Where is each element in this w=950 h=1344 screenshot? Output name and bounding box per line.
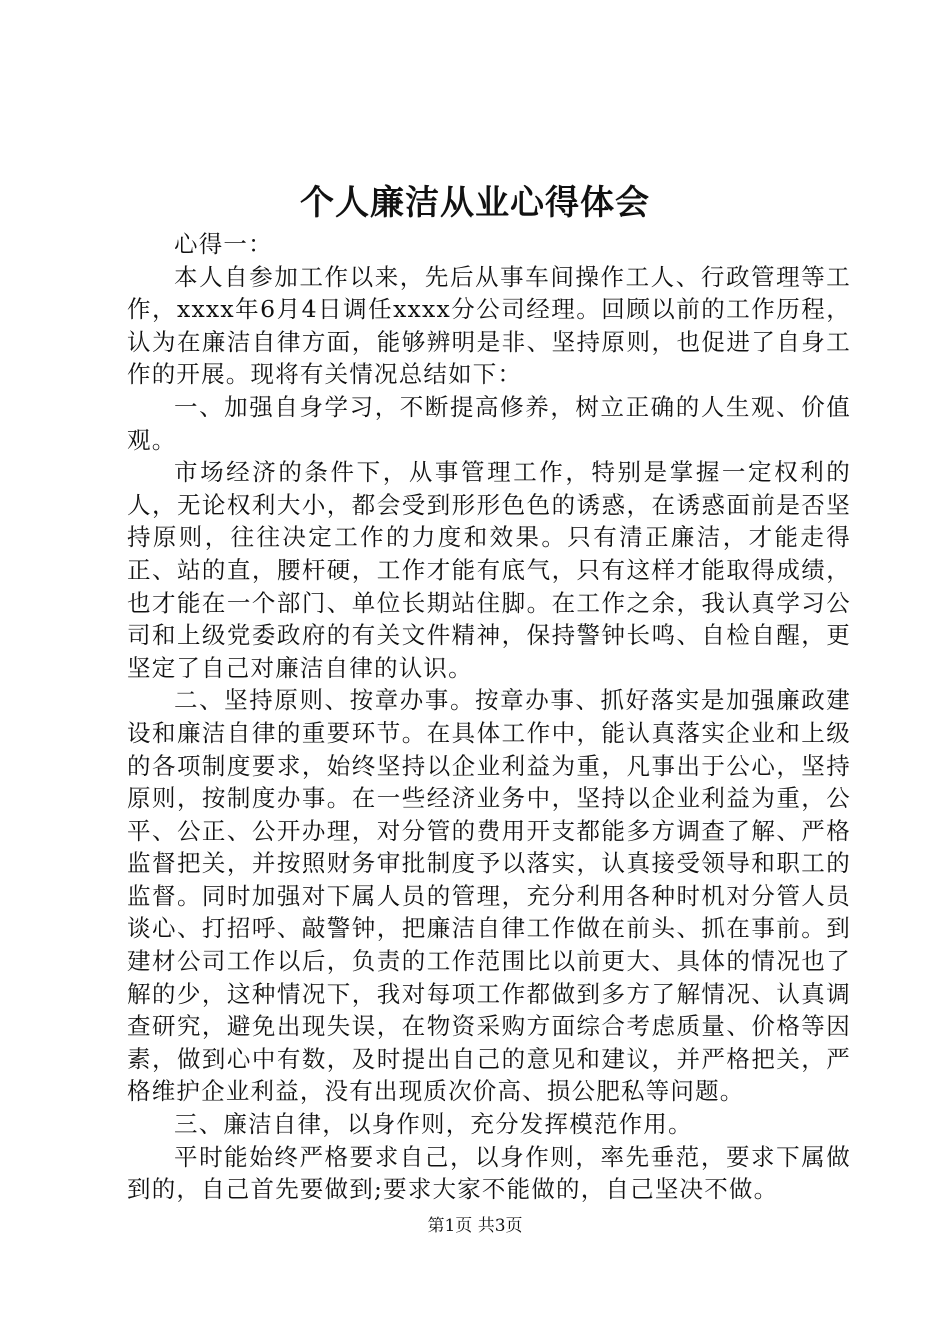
document-body xyxy=(127,228,851,1206)
paragraph-section-3-body: 平时能始终严格要求自己，以身作则，率先垂范，要求下属做到的，自己首先要做到;要求大家不能做的，自己坚决不做。 xyxy=(127,1142,851,1204)
paragraph-section-1-body: 市场经济的条件下，从事管理工作，特别是掌握一定权利的人，无论权利大小，都会受到形形色色的诱惑，在诱惑面前是否坚持原则，往往决定工作的力度和效果。只有清正廉洁，才能走得正、站的直，腰杆硬，工作才能有底气，只有这样才能取得成绩，也才能在一个部门、单位长期站住脚。在工作之余，我认真学习公司和上级党委政府的有关文件精神，保持警钟长鸣、自检自醒，更坚定了自己对廉洁自律的认识。 xyxy=(127,458,851,682)
paragraph-section-3-heading: 三、廉洁自律，以身作则，充分发挥模范作用。 xyxy=(174,1110,693,1139)
paragraph-section-2: 二、坚持原则、按章办事。按章办事、抓好落实是加强廉政建设和廉洁自律的重要环节。在具体工作中，能认真落实企业和上级的各项制度要求，始终坚持以企业利益为重，凡事出于公心，坚持原则，按制度办事。在一些经济业务中，坚持以企业利益为重，公平、公正、公开办理，对分管的费用开支都能多方调查了解、严格监督把关，并按照财务审批制度予以落实，认真接受领导和职工的监督。同时加强对下属人员的管理，充分利用各种时机对分管人员谈心、打招呼、敲警钟，把廉洁自律工作做在前头、抓在事前。到建材公司工作以后，负责的工作范围比以前更大、具体的情况也了解的少，这种情况下，我对每项工作都做到多方了解情况、认真调查研究，避免出现失误，在物资采购方面综合考虑质量、价格等因素，做到心中有数，及时提出自己的意见和建议，并严格把关，严格维护企业利益，没有出现质次价高、损公肥私等问题。 xyxy=(127,686,851,1106)
document-title: 个人廉洁从业心得体会 xyxy=(300,183,650,223)
paragraph-intro: 本人自参加工作以来，先后从事车间操作工人、行政管理等工作，xxxx年6月4日调任xxxx分公司经理。回顾以前的工作历程，认为在廉洁自律方面，能够辨明是非、坚持原则，也促进了自身工作的开展。现将有关情况总结如下： xyxy=(127,262,851,389)
paragraph-section-1-heading: 一、加强自身学习，不断提高修养，树立正确的人生观、价值观。 xyxy=(127,392,851,454)
paragraph-heading-1: 心得一： xyxy=(174,230,273,258)
page-number-footer: 第1页 共3页 xyxy=(427,1216,523,1236)
